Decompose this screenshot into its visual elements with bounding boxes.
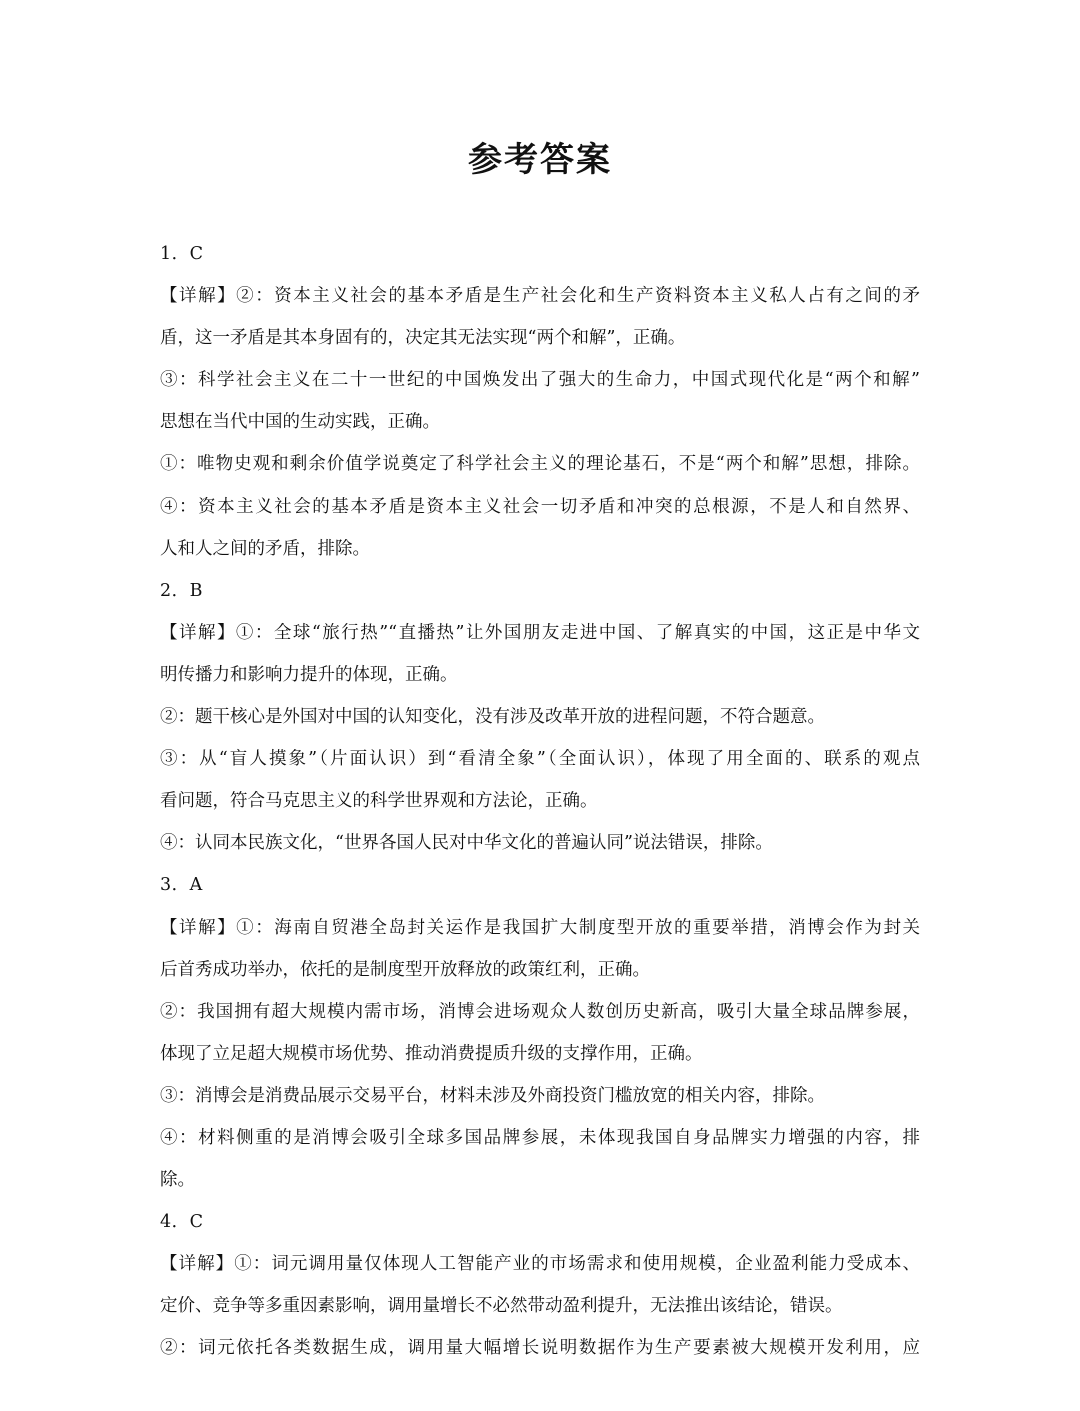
question-number: 1．C xyxy=(160,244,204,264)
explanation-line: 【详解】①：词元调用量仅体现人工智能产业的市场需求和使用规模，企业盈利能力受成本、 xyxy=(160,1254,920,1275)
explanation-line: 思想在当代中国的生动实践，正确。 xyxy=(160,412,440,433)
explanation-line: 【详解】①：海南自贸港全岛封关运作是我国扩大制度型开放的重要举措，消博会作为封关 xyxy=(160,917,920,938)
explanation-line: 【详解】②：资本主义社会的基本矛盾是生产社会化和生产资料资本主义私人占有之间的矛 xyxy=(160,286,920,307)
explanation-line: ③：科学社会主义在二十一世纪的中国焕发出了强大的生命力，中国式现代化是“两个和解” xyxy=(160,370,920,391)
explanation-line: 定价、竞争等多重因素影响，调用量增长不必然带动盈利提升，无法推出该结论，错误。 xyxy=(160,1296,843,1317)
explanation-line: 除。 xyxy=(160,1170,195,1191)
explanation-line: ①：唯物史观和剩余价值学说奠定了科学社会主义的理论基石，不是“两个和解”思想，排除。 xyxy=(160,454,920,475)
explanation-line: ④：认同本民族文化，“世界各国人民对中华文化的普遍认同”说法错误，排除。 xyxy=(160,833,773,854)
explanation-line: ④：资本主义社会的基本矛盾是资本主义社会一切矛盾和冲突的总根源，不是人和自然界、 xyxy=(160,496,920,517)
question-number: 2．B xyxy=(160,580,203,601)
explanation-line: 人和人之间的矛盾，排除。 xyxy=(160,538,370,559)
explanation-line: 盾，这一矛盾是其本身固有的，决定其无法实现“两个和解”，正确。 xyxy=(160,328,686,349)
explanation-line: ②：题干核心是外国对中国的认知变化，没有涉及改革开放的进程问题，不符合题意。 xyxy=(160,707,825,728)
explanation-line: 后首秀成功举办，依托的是制度型开放释放的政策红利，正确。 xyxy=(160,959,650,980)
explanation-line: ②：我国拥有超大规模内需市场，消博会进场观众人数创历史新高，吸引大量全球品牌参展， xyxy=(160,1001,920,1022)
explanation-line: 明传播力和影响力提升的体现，正确。 xyxy=(160,664,458,685)
question-number: 4．C xyxy=(160,1212,204,1233)
explanation-line: ③：从“盲人摸象”（片面认识）到“看清全象”（全面认识），体现了用全面的、联系的观点 xyxy=(160,749,920,770)
explanation-line: ④：材料侧重的是消博会吸引全球多国品牌参展，未体现我国自身品牌实力增强的内容，排 xyxy=(160,1127,920,1148)
question-number: 3．A xyxy=(160,875,203,896)
explanation-line: 看问题，符合马克思主义的科学世界观和方法论，正确。 xyxy=(160,791,598,812)
explanation-line: 【详解】①：全球“旅行热”“直播热”让外国朋友走进中国、了解真实的中国，这正是中华文 xyxy=(160,622,920,643)
answer-body xyxy=(160,233,920,1370)
explanation-line: ③：消博会是消费品展示交易平台，材料未涉及外商投资门槛放宽的相关内容，排除。 xyxy=(160,1085,825,1106)
explanation-line: ②：词元依托各类数据生成，调用量大幅增长说明数据作为生产要素被大规模开发利用，应 xyxy=(160,1338,920,1359)
page-title: 参考答案 xyxy=(468,140,612,180)
explanation-line: 体现了立足超大规模市场优势、推动消费提质升级的支撑作用，正确。 xyxy=(160,1043,703,1064)
